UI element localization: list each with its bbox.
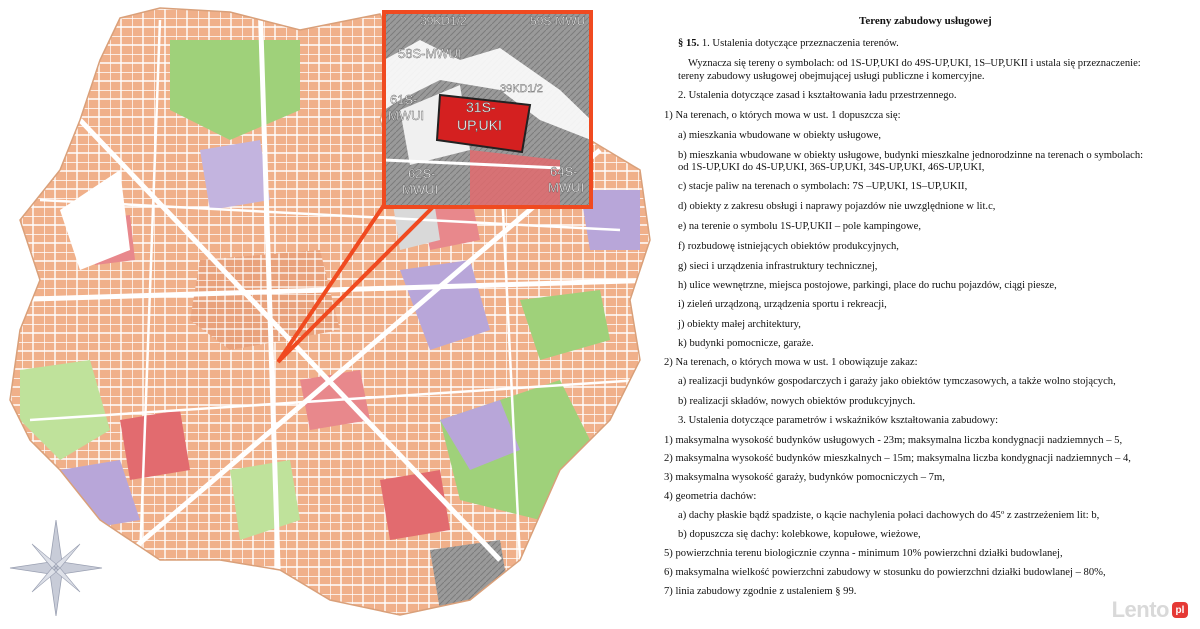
list-item: 4) geometria dachów: — [664, 491, 757, 502]
section-number: § 15. — [678, 38, 700, 49]
zoom-inset — [384, 12, 591, 207]
section-text: 1. Ustalenia dotyczące przeznaczenia terenów. — [699, 38, 899, 49]
list-item: f) rozbudowę istniejących obiektów produkcyjnych, — [678, 241, 899, 252]
zone-label: 58S-MWUI — [398, 46, 462, 61]
zone-label: 39KD1/2 — [420, 14, 467, 28]
list-item: 6) maksymalna wielkość powierzchni zabudowy w stosunku do powierzchni działki budowlanej – 80%, — [664, 567, 1106, 578]
zone-label: MWUI — [402, 182, 439, 197]
list-item: b) dopuszcza się dachy: kolebkowe, kopułowe, wieżowe, — [678, 529, 921, 540]
list-item: b) realizacji składów, nowych obiektów produkcyjnych. — [678, 396, 916, 407]
watermark-badge: pl — [1172, 602, 1188, 618]
list-item: od 1S-UP,UKI do 4S-UP,UKI, 36S-UP,UKI, 34S-UP,UKI, 46S-UP,UKI, — [678, 162, 985, 173]
list-item: a) dachy płaskie bądź spadziste, o kącie nachylenia połaci dachowych do 45º z zastrzeżeniem lit: b, — [678, 510, 1100, 521]
list-item: k) budynki pomocnicze, garaże. — [678, 338, 814, 349]
zone-label: 31S- — [466, 99, 496, 115]
list-item: i) zieleń urządzoną, urządzenia sportu i rekreacji, — [678, 299, 887, 310]
paragraph: 2. Ustalenia dotyczące zasad i kształtowania ładu przestrzennego. — [678, 90, 957, 101]
zone-label: 59S-MWU — [530, 14, 586, 28]
zone-label: MWUI — [388, 108, 425, 123]
list-item: h) ulice wewnętrzne, miejsca postojowe, parkingi, place do ruchu pojazdów, ciągi piesze, — [678, 280, 1057, 291]
list-item: j) obiekty małej architektury, — [678, 319, 801, 330]
doc-title: Tereny zabudowy usługowej — [859, 15, 992, 27]
zone-label: 61S- — [390, 92, 418, 107]
section-heading — [678, 37, 899, 50]
list-item: c) stacje paliw na terenach o symbolach: 7S –UP,UKI, 1S–UP,UKII, — [678, 181, 968, 192]
paragraph: Wyznacza się tereny o symbolach: od 1S-UP,UKI do 49S-UP,UKI, 1S–UP,UKII i ustala się przeznaczenie: — [688, 58, 1141, 69]
regulation-text — [664, 0, 1200, 629]
watermark-text: Lento — [1111, 597, 1169, 622]
zone-label: 64S- — [550, 164, 578, 179]
list-item: g) sieci i urządzenia infrastruktury technicznej, — [678, 261, 878, 272]
list-item: 7) linia zabudowy zgodnie z ustaleniem § 99. — [664, 586, 857, 597]
watermark-logo — [1112, 597, 1188, 623]
list-item: a) realizacji budynków gospodarczych i garaży jako obiektów tymczasowych, a także wolno stojących, — [678, 376, 1116, 387]
paragraph: tereny zabudowy usługowej obejmującej usługi publiczne i komercyjne. — [678, 71, 985, 82]
paragraph: 1) Na terenach, o których mowa w ust. 1 dopuszcza się: — [664, 110, 901, 121]
list-item: a) mieszkania wbudowane w obiekty usługowe, — [678, 130, 881, 141]
paragraph: 2) Na terenach, o których mowa w ust. 1 obowiązuje zakaz: — [664, 357, 918, 368]
zone-label: MWUI — [548, 180, 585, 195]
list-item: b) mieszkania wbudowane w obiekty usługowe, budynki mieszkalne jednorodzinne na terenach o symbolach: — [678, 150, 1144, 161]
list-item: e) na terenie o symbolu 1S-UP,UKII – pole kampingowe, — [678, 221, 922, 232]
paragraph: 3. Ustalenia dotyczące parametrów i wskaźników kształtowania zabudowy: — [678, 415, 999, 426]
list-item: 1) maksymalna wysokość budynków usługowych - 23m; maksymalna liczba kondygnacji nadziemnych – 5, — [664, 435, 1123, 446]
zone-label: 39KD1/2 — [500, 83, 543, 95]
list-item: 3) maksymalna wysokość garaży, budynków pomocniczych – 7m, — [664, 472, 945, 483]
list-item: d) obiekty z zakresu obsługi i naprawy pojazdów nie uwzględnione w lit.c, — [678, 201, 996, 212]
list-item: 5) powierzchnia terenu biologicznie czynna - minimum 10% powierzchni działki budowlanej, — [664, 548, 1063, 559]
zone-label: 62S- — [408, 166, 436, 181]
compass-rose-icon — [10, 520, 102, 616]
list-item: 2) maksymalna wysokość budynków mieszkalnych – 15m; maksymalna liczba kondygnacji nadziemnych – 4, — [664, 453, 1131, 464]
zone-label: UP,UKI — [457, 117, 502, 133]
